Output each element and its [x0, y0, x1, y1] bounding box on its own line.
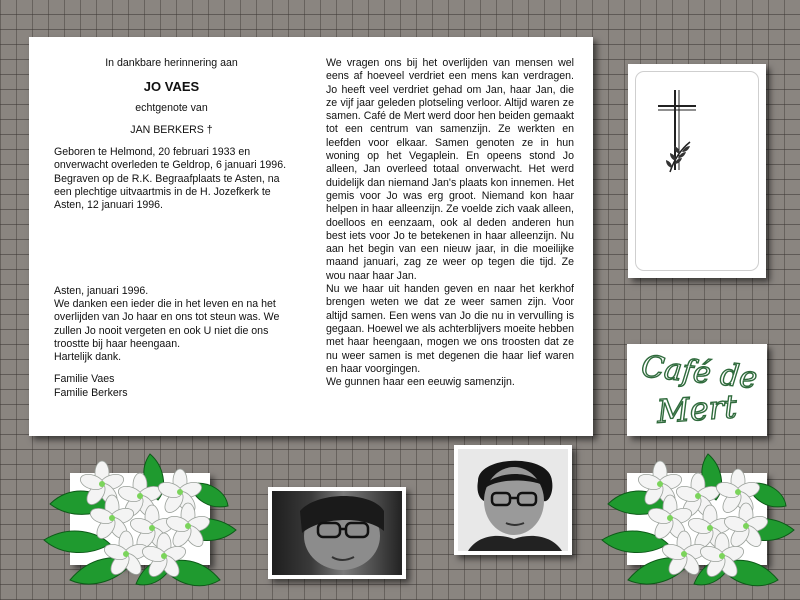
cafe-logo: [627, 344, 767, 436]
closing-text: Hartelijk dank.: [54, 351, 122, 364]
left-column: [54, 57, 289, 400]
thanks-text: We danken een ieder die in het leven en na het overlijden van Jo haar en ons tot steun was. We zullen Jo nooit vergeten en ook U niet die ons troostte bij haar heengaan.: [54, 297, 280, 350]
deceased-name: JO VAES: [143, 79, 200, 95]
memorial-card: [29, 37, 593, 436]
photo-portrait-1: [268, 487, 406, 579]
cafe-logo-card: [627, 344, 767, 436]
paragraph-2: Nu we haar uit handen geven en naar het kerkhof brengen weten we dat ze weer samen zijn. Voor altijd samen. Een wens van Jo die nu in vervulling is gegaan. Hoewel we als achterblijvers moeite hebben met haar heengaan, mogen we ons troosten dat ze nu weer samen is met degenen die haar lief waren en haar voorgingen.: [326, 283, 574, 375]
date-place: Asten, januari 1996.: [54, 284, 149, 297]
logo-line-1: Café de: [639, 349, 759, 397]
cross-icon: [628, 64, 766, 278]
cross-card: [628, 64, 766, 278]
spouse-name: JAN BERKERS †: [130, 123, 213, 136]
bio-text: Geboren te Helmond, 20 februari 1933 en onverwacht overleden te Geldrop, 6 januari 1996. Begraven op de R.K. Begraafplaats te Asten, na een plechtige uitvaartmis in de H. Jozefkerk te Asten, 12 januari 1996.: [54, 146, 287, 212]
intro-text: In dankbare herinnering aan: [105, 57, 238, 69]
logo-line-2: Mert: [655, 387, 739, 431]
right-column: [326, 57, 574, 389]
family-vaes: Familie Vaes: [54, 373, 115, 386]
flower-bouquet-right: [598, 444, 798, 594]
portrait-2-image: [458, 449, 568, 551]
paragraph-3: We gunnen haar een eeuwig samenzijn.: [326, 376, 515, 389]
portrait-1-image: [272, 491, 402, 575]
spouse-label: echtgenote van: [135, 101, 208, 114]
flower-bouquet-left: [40, 444, 240, 594]
family-berkers: Familie Berkers: [54, 386, 128, 399]
photo-portrait-2: [454, 445, 572, 555]
paragraph-1: We vragen ons bij het overlijden van mensen wel eens af hoeveel verdriet een mens kan verdragen. Jo heeft veel verdriet gehad om Jan, haar Jan, die ze vijf jaar geleden plotseling verloor. Altijd waren ze samen. Café de Mert werd door hen beiden gemaakt tot een centrum van samenzijn. Ze werkten en leefden voor elkaar. Samen genoten ze in hun woning op het Vegaplein. En opeens stond Jo alleen, Jan overleed totaal onverwacht. Het werd duidelijk dan niemand Jan's plaats kon innemen. Het gemis voor Jo was erg groot. Niemand kon haar helpen in haar alleenzijn. Ze voelde zich vaak alleen, doelloos en eenzaam, ook al deden anderen hun best iets voor Jo te betekenen in haar alleenzijn. Nu aan het begin van een nieuw jaar, in die moeilijke maand januari, zag ze weer op tegen die tijd. Ze wou naar haar Jan.: [326, 57, 574, 282]
